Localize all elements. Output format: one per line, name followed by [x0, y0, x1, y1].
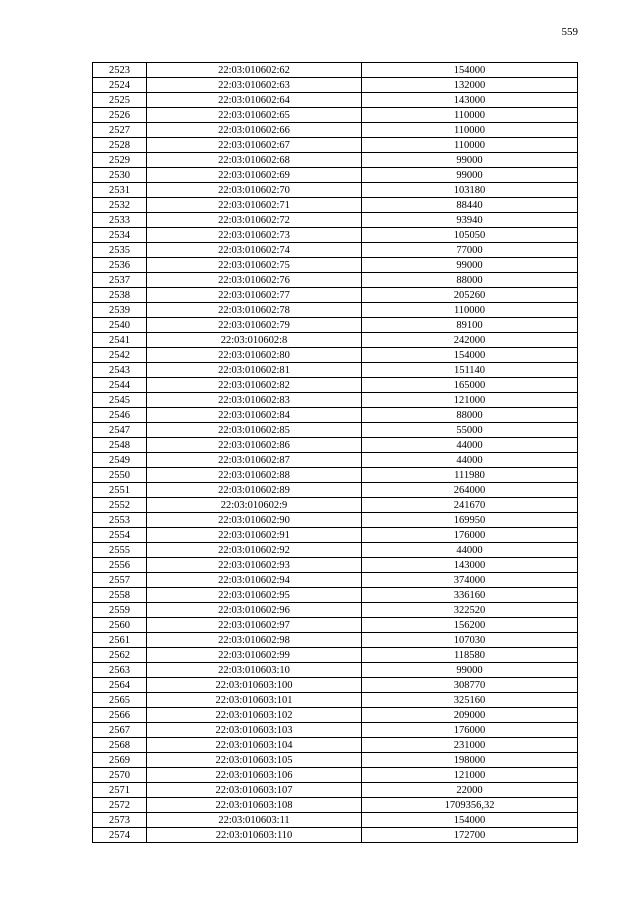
row-number-cell: 2539 [93, 303, 147, 318]
table-row [93, 153, 578, 168]
table-row [93, 813, 578, 828]
table-row [93, 258, 578, 273]
table-row [93, 528, 578, 543]
value-cell: 165000 [362, 378, 578, 393]
value-cell: 231000 [362, 738, 578, 753]
cadastral-number-cell: 22:03:010602:84 [147, 408, 362, 423]
cadastral-number-cell: 22:03:010602:74 [147, 243, 362, 258]
value-cell: 77000 [362, 243, 578, 258]
table-row [93, 288, 578, 303]
cadastral-number-cell: 22:03:010603:107 [147, 783, 362, 798]
value-cell: 110000 [362, 138, 578, 153]
table-row [93, 768, 578, 783]
row-number-cell: 2557 [93, 573, 147, 588]
cadastral-number-cell: 22:03:010602:8 [147, 333, 362, 348]
row-number-cell: 2537 [93, 273, 147, 288]
table-row [93, 618, 578, 633]
value-cell: 154000 [362, 63, 578, 78]
row-number-cell: 2551 [93, 483, 147, 498]
value-cell: 308770 [362, 678, 578, 693]
cadastral-number-cell: 22:03:010602:88 [147, 468, 362, 483]
row-number-cell: 2531 [93, 183, 147, 198]
cadastral-number-cell: 22:03:010602:85 [147, 423, 362, 438]
value-cell: 111980 [362, 468, 578, 483]
cadastral-number-cell: 22:03:010602:90 [147, 513, 362, 528]
row-number-cell: 2571 [93, 783, 147, 798]
table-row [93, 168, 578, 183]
cadastral-number-cell: 22:03:010603:105 [147, 753, 362, 768]
cadastral-number-cell: 22:03:010602:70 [147, 183, 362, 198]
row-number-cell: 2560 [93, 618, 147, 633]
value-cell: 121000 [362, 768, 578, 783]
cadastral-number-cell: 22:03:010603:108 [147, 798, 362, 813]
row-number-cell: 2544 [93, 378, 147, 393]
cadastral-number-cell: 22:03:010602:79 [147, 318, 362, 333]
row-number-cell: 2540 [93, 318, 147, 333]
cadastral-number-cell: 22:03:010602:72 [147, 213, 362, 228]
value-cell: 121000 [362, 393, 578, 408]
row-number-cell: 2538 [93, 288, 147, 303]
value-cell: 55000 [362, 423, 578, 438]
row-number-cell: 2562 [93, 648, 147, 663]
table-row [93, 408, 578, 423]
value-cell: 176000 [362, 723, 578, 738]
cadastral-number-cell: 22:03:010603:100 [147, 678, 362, 693]
table-row [93, 693, 578, 708]
row-number-cell: 2574 [93, 828, 147, 843]
cadastral-number-cell: 22:03:010602:99 [147, 648, 362, 663]
table-row [93, 303, 578, 318]
row-number-cell: 2565 [93, 693, 147, 708]
value-cell: 156200 [362, 618, 578, 633]
row-number-cell: 2534 [93, 228, 147, 243]
row-number-cell: 2543 [93, 363, 147, 378]
cadastral-number-cell: 22:03:010602:80 [147, 348, 362, 363]
table-row [93, 753, 578, 768]
cadastral-number-cell: 22:03:010602:68 [147, 153, 362, 168]
row-number-cell: 2552 [93, 498, 147, 513]
table-row [93, 453, 578, 468]
cadastral-number-cell: 22:03:010602:64 [147, 93, 362, 108]
cadastral-number-cell: 22:03:010603:10 [147, 663, 362, 678]
table-row [93, 213, 578, 228]
row-number-cell: 2567 [93, 723, 147, 738]
row-number-cell: 2553 [93, 513, 147, 528]
value-cell: 88000 [362, 273, 578, 288]
cadastral-number-cell: 22:03:010602:78 [147, 303, 362, 318]
value-cell: 241670 [362, 498, 578, 513]
row-number-cell: 2550 [93, 468, 147, 483]
table-row [93, 558, 578, 573]
value-cell: 169950 [362, 513, 578, 528]
row-number-cell: 2558 [93, 588, 147, 603]
value-cell: 132000 [362, 78, 578, 93]
cadastral-number-cell: 22:03:010603:102 [147, 708, 362, 723]
cadastral-number-cell: 22:03:010602:94 [147, 573, 362, 588]
row-number-cell: 2559 [93, 603, 147, 618]
cadastral-number-cell: 22:03:010603:110 [147, 828, 362, 843]
row-number-cell: 2548 [93, 438, 147, 453]
table-row [93, 333, 578, 348]
cadastral-number-cell: 22:03:010602:97 [147, 618, 362, 633]
value-cell: 107030 [362, 633, 578, 648]
row-number-cell: 2572 [93, 798, 147, 813]
cadastral-number-cell: 22:03:010602:75 [147, 258, 362, 273]
cadastral-number-cell: 22:03:010602:81 [147, 363, 362, 378]
row-number-cell: 2554 [93, 528, 147, 543]
cadastral-number-cell: 22:03:010602:95 [147, 588, 362, 603]
row-number-cell: 2529 [93, 153, 147, 168]
cadastral-number-cell: 22:03:010602:77 [147, 288, 362, 303]
row-number-cell: 2530 [93, 168, 147, 183]
value-cell: 209000 [362, 708, 578, 723]
cadastral-number-cell: 22:03:010602:92 [147, 543, 362, 558]
table-body [93, 63, 578, 843]
table-row [93, 243, 578, 258]
table-row [93, 93, 578, 108]
table-row [93, 378, 578, 393]
table-row [93, 228, 578, 243]
table-row [93, 513, 578, 528]
cadastral-number-cell: 22:03:010602:73 [147, 228, 362, 243]
value-cell: 99000 [362, 168, 578, 183]
row-number-cell: 2568 [93, 738, 147, 753]
cadastral-number-cell: 22:03:010602:65 [147, 108, 362, 123]
table-row [93, 828, 578, 843]
table-row [93, 663, 578, 678]
row-number-cell: 2566 [93, 708, 147, 723]
value-cell: 89100 [362, 318, 578, 333]
cadastral-number-cell: 22:03:010602:89 [147, 483, 362, 498]
value-cell: 143000 [362, 558, 578, 573]
value-cell: 99000 [362, 153, 578, 168]
row-number-cell: 2532 [93, 198, 147, 213]
value-cell: 110000 [362, 303, 578, 318]
value-cell: 22000 [362, 783, 578, 798]
table-row [93, 468, 578, 483]
value-cell: 154000 [362, 348, 578, 363]
table-row [93, 393, 578, 408]
value-cell: 44000 [362, 438, 578, 453]
value-cell: 88440 [362, 198, 578, 213]
row-number-cell: 2524 [93, 78, 147, 93]
cadastral-number-cell: 22:03:010602:76 [147, 273, 362, 288]
cadastral-number-cell: 22:03:010602:62 [147, 63, 362, 78]
row-number-cell: 2570 [93, 768, 147, 783]
row-number-cell: 2533 [93, 213, 147, 228]
cadastral-number-cell: 22:03:010602:63 [147, 78, 362, 93]
cadastral-number-cell: 22:03:010602:9 [147, 498, 362, 513]
row-number-cell: 2569 [93, 753, 147, 768]
table-row [93, 348, 578, 363]
cadastral-number-cell: 22:03:010603:103 [147, 723, 362, 738]
value-cell: 105050 [362, 228, 578, 243]
value-cell: 88000 [362, 408, 578, 423]
cadastral-number-cell: 22:03:010602:83 [147, 393, 362, 408]
cadastral-number-cell: 22:03:010602:98 [147, 633, 362, 648]
value-cell: 93940 [362, 213, 578, 228]
cadastral-number-cell: 22:03:010602:67 [147, 138, 362, 153]
cadastral-number-cell: 22:03:010602:91 [147, 528, 362, 543]
value-cell: 44000 [362, 543, 578, 558]
cadastral-number-cell: 22:03:010603:104 [147, 738, 362, 753]
row-number-cell: 2536 [93, 258, 147, 273]
table-row [93, 798, 578, 813]
table-row [93, 198, 578, 213]
cadastral-number-cell: 22:03:010602:87 [147, 453, 362, 468]
cadastral-number-cell: 22:03:010603:106 [147, 768, 362, 783]
value-cell: 151140 [362, 363, 578, 378]
cadastral-number-cell: 22:03:010602:71 [147, 198, 362, 213]
cadastral-number-cell: 22:03:010602:82 [147, 378, 362, 393]
row-number-cell: 2556 [93, 558, 147, 573]
table-row [93, 363, 578, 378]
row-number-cell: 2546 [93, 408, 147, 423]
table-row [93, 108, 578, 123]
cadastral-number-cell: 22:03:010602:96 [147, 603, 362, 618]
table-row [93, 783, 578, 798]
value-cell: 143000 [362, 93, 578, 108]
row-number-cell: 2545 [93, 393, 147, 408]
row-number-cell: 2528 [93, 138, 147, 153]
value-cell: 1709356,32 [362, 798, 578, 813]
table-row [93, 318, 578, 333]
value-cell: 325160 [362, 693, 578, 708]
table-row [93, 678, 578, 693]
cadastral-number-cell: 22:03:010602:66 [147, 123, 362, 138]
row-number-cell: 2525 [93, 93, 147, 108]
table-row [93, 273, 578, 288]
row-number-cell: 2535 [93, 243, 147, 258]
table-row [93, 438, 578, 453]
value-cell: 374000 [362, 573, 578, 588]
table-row [93, 723, 578, 738]
row-number-cell: 2526 [93, 108, 147, 123]
value-cell: 336160 [362, 588, 578, 603]
row-number-cell: 2549 [93, 453, 147, 468]
row-number-cell: 2573 [93, 813, 147, 828]
value-cell: 154000 [362, 813, 578, 828]
value-cell: 103180 [362, 183, 578, 198]
cadastral-number-cell: 22:03:010602:93 [147, 558, 362, 573]
cadastral-value-table [92, 62, 578, 843]
row-number-cell: 2555 [93, 543, 147, 558]
table-row [93, 498, 578, 513]
row-number-cell: 2527 [93, 123, 147, 138]
page-number: 559 [561, 26, 578, 38]
table-row [93, 738, 578, 753]
row-number-cell: 2541 [93, 333, 147, 348]
row-number-cell: 2563 [93, 663, 147, 678]
value-cell: 99000 [362, 258, 578, 273]
table-row [93, 603, 578, 618]
value-cell: 110000 [362, 108, 578, 123]
cadastral-number-cell: 22:03:010602:86 [147, 438, 362, 453]
value-cell: 205260 [362, 288, 578, 303]
table-row [93, 423, 578, 438]
value-cell: 264000 [362, 483, 578, 498]
value-cell: 322520 [362, 603, 578, 618]
value-cell: 118580 [362, 648, 578, 663]
table-row [93, 123, 578, 138]
cadastral-number-cell: 22:03:010603:101 [147, 693, 362, 708]
table-row [93, 588, 578, 603]
value-cell: 99000 [362, 663, 578, 678]
value-cell: 176000 [362, 528, 578, 543]
value-cell: 242000 [362, 333, 578, 348]
value-cell: 44000 [362, 453, 578, 468]
table-row [93, 708, 578, 723]
row-number-cell: 2564 [93, 678, 147, 693]
row-number-cell: 2542 [93, 348, 147, 363]
value-cell: 110000 [362, 123, 578, 138]
table-row [93, 573, 578, 588]
table-row [93, 483, 578, 498]
cadastral-number-cell: 22:03:010602:69 [147, 168, 362, 183]
value-cell: 198000 [362, 753, 578, 768]
table-row [93, 633, 578, 648]
value-cell: 172700 [362, 828, 578, 843]
cadastral-number-cell: 22:03:010603:11 [147, 813, 362, 828]
row-number-cell: 2561 [93, 633, 147, 648]
table-row [93, 543, 578, 558]
table-row [93, 648, 578, 663]
row-number-cell: 2547 [93, 423, 147, 438]
table-row [93, 78, 578, 93]
table-row [93, 138, 578, 153]
table-row [93, 63, 578, 78]
row-number-cell: 2523 [93, 63, 147, 78]
table-row [93, 183, 578, 198]
